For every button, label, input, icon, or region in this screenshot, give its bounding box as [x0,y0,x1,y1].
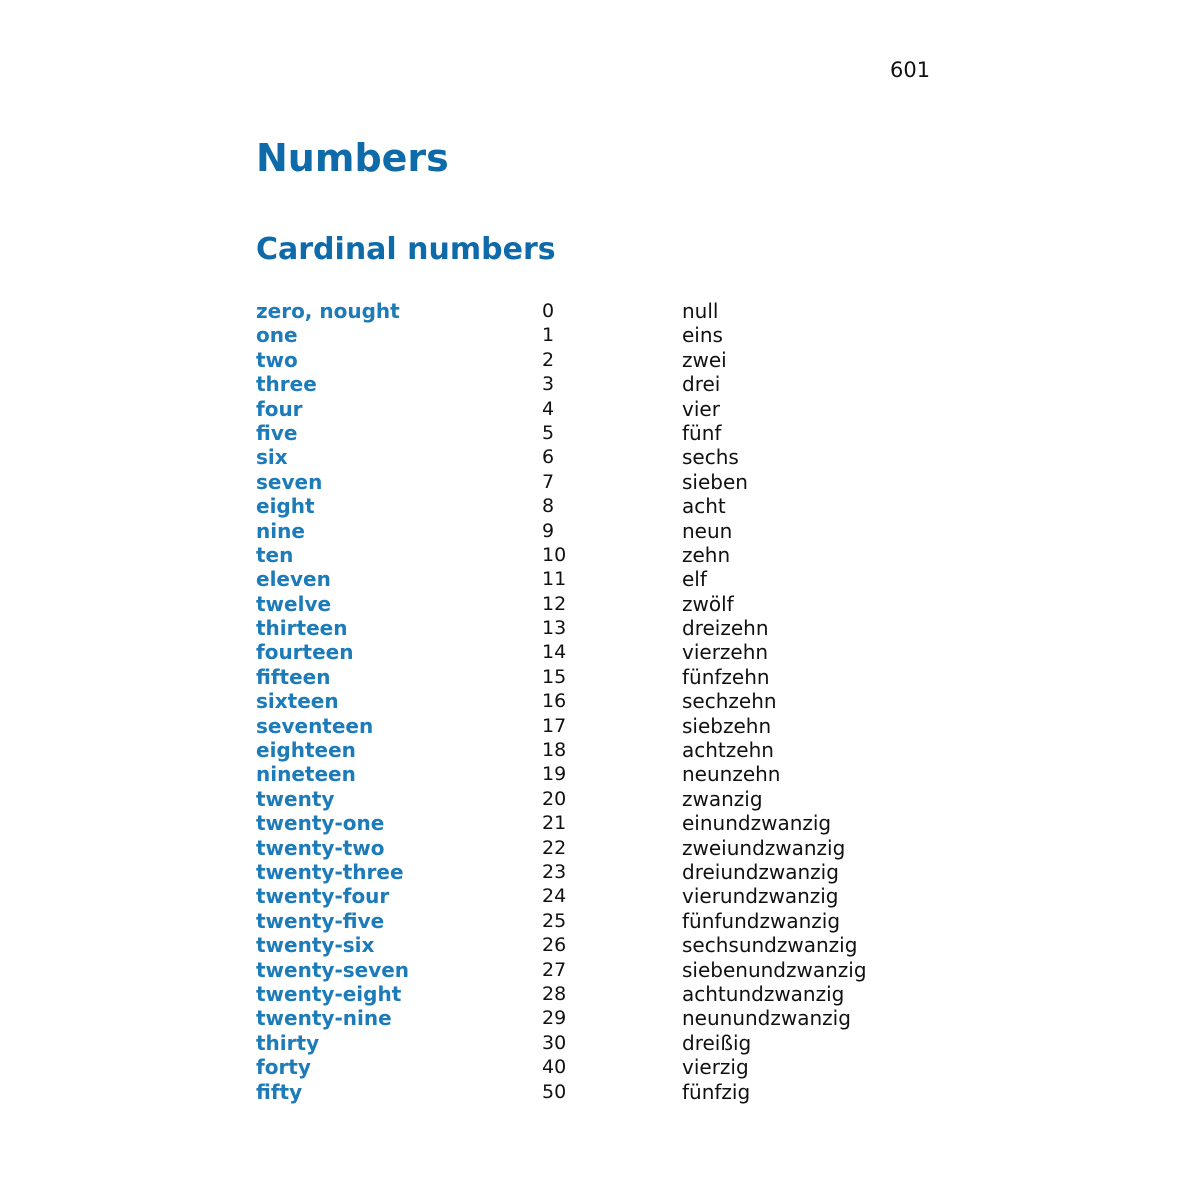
english-word: five [256,420,298,445]
english-word: eighteen [256,738,356,763]
english-word: twenty-one [256,811,385,836]
cardinal-numbers-table [256,299,956,1104]
table-row [256,689,956,713]
numeral: 26 [542,934,567,957]
english-word: twenty-four [256,884,390,909]
table-row [256,348,956,372]
german-word: sechs [682,445,739,470]
german-word: dreizehn [682,616,769,641]
table-row [256,567,956,591]
numeral: 29 [542,1007,567,1030]
german-word: elf [682,567,707,592]
german-word: sechzehn [682,689,777,714]
english-word: twenty-two [256,835,385,860]
german-word: vier [682,396,720,421]
english-word: twenty-seven [256,957,410,982]
table-row [256,470,956,494]
english-word: two [256,347,298,372]
numeral: 23 [542,860,567,883]
english-word: four [256,396,303,421]
page-title: Numbers [256,136,449,180]
numeral: 28 [542,982,567,1005]
table-row [256,519,956,543]
german-word: vierzig [682,1055,749,1080]
numeral: 2 [542,348,555,371]
english-word: twelve [256,591,332,616]
english-word: seventeen [256,713,374,738]
numeral: 21 [542,812,567,835]
german-word: vierundzwanzig [682,884,839,909]
numeral: 13 [542,617,567,640]
english-word: forty [256,1055,311,1080]
table-row [256,1031,956,1055]
table-row [256,445,956,469]
table-row [256,323,956,347]
table-row [256,714,956,738]
table-row [256,738,956,762]
english-word: nine [256,518,305,543]
english-word: twenty-five [256,908,385,933]
numeral: 16 [542,690,567,713]
english-word: eleven [256,567,331,592]
english-word: sixteen [256,689,339,714]
english-word: fourteen [256,640,354,665]
german-word: acht [682,494,726,519]
english-word: twenty-eight [256,981,402,1006]
english-word: six [256,445,288,470]
english-word: seven [256,469,323,494]
numeral: 5 [542,421,555,444]
english-word: nineteen [256,762,356,787]
numeral: 18 [542,739,567,762]
german-word: vierzehn [682,640,769,665]
german-word: einundzwanzig [682,811,832,836]
table-row [256,836,956,860]
german-word: sieben [682,469,748,494]
table-row [256,421,956,445]
german-word: fünfundzwanzig [682,908,841,933]
english-word: twenty-three [256,859,404,884]
german-word: neunzehn [682,762,781,787]
table-row [256,1006,956,1030]
numeral: 6 [542,446,555,469]
german-word: dreiundzwanzig [682,859,839,884]
numeral: 8 [542,495,555,518]
numeral: 19 [542,763,567,786]
english-word: thirteen [256,616,348,641]
table-row [256,592,956,616]
table-row [256,933,956,957]
english-word: three [256,372,317,397]
german-word: achtundzwanzig [682,981,845,1006]
german-word: fünfzehn [682,664,770,689]
table-row [256,372,956,396]
german-word: achtzehn [682,738,774,763]
english-word: fifty [256,1079,303,1104]
numeral: 50 [542,1080,567,1103]
german-word: neunundzwanzig [682,1006,851,1031]
numeral: 0 [542,300,555,322]
numeral: 7 [542,470,555,493]
english-word: twenty-nine [256,1006,392,1031]
page-number: 601 [890,58,931,82]
numeral: 3 [542,373,555,396]
german-word: zwanzig [682,786,763,811]
table-row [256,397,956,421]
german-word: siebzehn [682,713,772,738]
english-word: fifteen [256,664,331,689]
german-word: fünf [682,420,722,445]
numeral: 27 [542,958,567,981]
table-row [256,909,956,933]
numeral: 40 [542,1056,567,1079]
numeral: 9 [542,519,555,542]
table-row [256,884,956,908]
german-word: null [682,299,719,323]
numeral: 15 [542,665,567,688]
german-word: zwei [682,347,727,372]
table-row [256,616,956,640]
table-row [256,762,956,786]
german-word: sechsundzwanzig [682,933,858,958]
table-row [256,811,956,835]
table-row [256,982,956,1006]
table-row [256,640,956,664]
german-word: zwölf [682,591,734,616]
english-word: eight [256,494,315,519]
english-word: ten [256,542,294,567]
numeral: 25 [542,909,567,932]
numeral: 4 [542,397,555,420]
german-word: zweiundzwanzig [682,835,846,860]
table-row [256,494,956,518]
table-row [256,958,956,982]
numeral: 20 [542,787,567,810]
section-title: Cardinal numbers [256,232,556,267]
table-row [256,1080,956,1104]
german-word: neun [682,518,733,543]
table-row [256,787,956,811]
table-row [256,299,956,323]
german-word: dreißig [682,1030,752,1055]
numeral: 11 [542,568,567,591]
english-word: thirty [256,1030,320,1055]
numeral: 24 [542,885,567,908]
numeral: 14 [542,641,567,664]
table-row [256,1055,956,1079]
numeral: 30 [542,1031,567,1054]
german-word: siebenundzwanzig [682,957,867,982]
german-word: fünfzig [682,1079,751,1104]
numeral: 17 [542,714,567,737]
table-row [256,860,956,884]
numeral: 1 [542,324,555,347]
english-word: one [256,323,298,348]
german-word: drei [682,372,721,397]
numeral: 12 [542,592,567,615]
english-word: zero, nought [256,299,400,323]
table-row [256,543,956,567]
numeral: 10 [542,543,567,566]
table-row [256,665,956,689]
english-word: twenty [256,786,335,811]
german-word: eins [682,323,723,348]
english-word: twenty-six [256,933,375,958]
numeral: 22 [542,836,567,859]
german-word: zehn [682,542,731,567]
